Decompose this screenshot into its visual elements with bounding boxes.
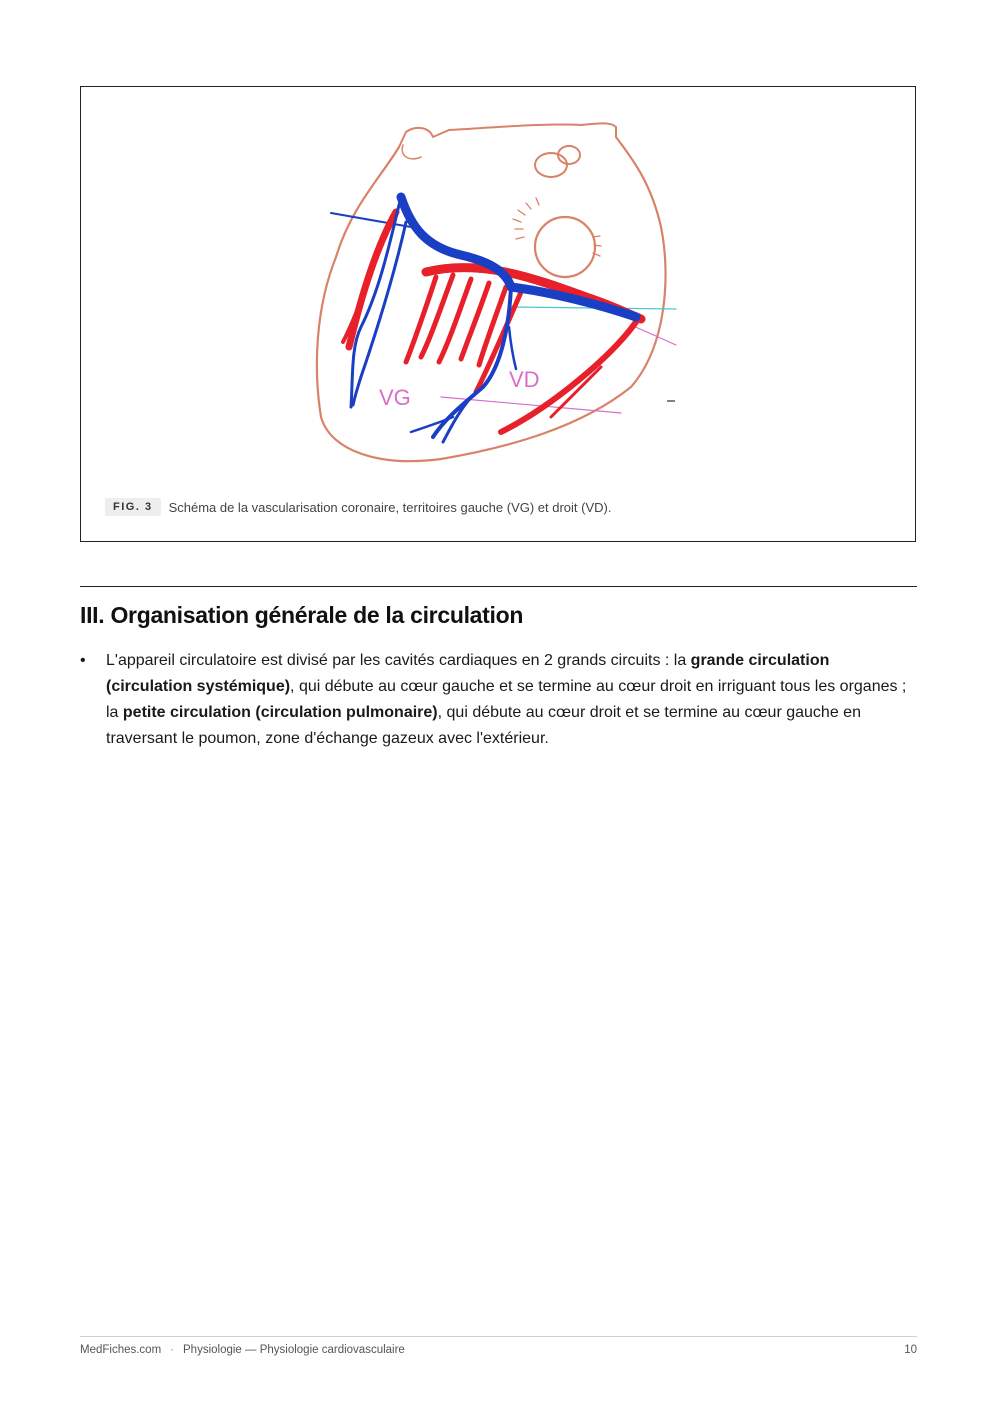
aorta-outline <box>399 123 616 147</box>
label-vd: VD <box>509 367 540 392</box>
section-divider <box>80 586 917 587</box>
section-title: III. Organisation générale de la circulation <box>80 602 524 628</box>
footer-breadcrumb: Physiologie — Physiologie cardiovasculaire <box>183 1344 405 1356</box>
bullet-bold-2: petite circulation (circulation pulmonaire) <box>122 704 438 721</box>
bullet-bold-1: grande circulation (circulation systémique) <box>106 652 830 695</box>
bullet-list <box>80 648 910 752</box>
list-item <box>80 648 910 752</box>
bullet-text-2: , qui débute au cœur gauche et se termine au cœur droit en irriguant tous les organes ; la <box>106 678 907 721</box>
vessel-ring-large <box>535 217 595 277</box>
figure-tag: FIG. 3 <box>105 498 161 516</box>
page-number: 10 <box>904 1344 917 1356</box>
vessel-ring-small-1 <box>535 153 567 177</box>
figure-frame <box>80 86 916 542</box>
figure-caption <box>105 498 611 516</box>
footer-site: MedFiches.com <box>80 1344 162 1356</box>
bullet-text-3: , qui débute au cœur droit et se termine au cœur gauche en traversant le poumon, zone d'échange gazeux avec l'extérieur. <box>106 704 861 747</box>
coronary-diagram <box>81 87 915 487</box>
footer-separator: · <box>170 1344 175 1356</box>
footer-divider <box>80 1336 917 1337</box>
page-footer <box>80 1344 917 1356</box>
pink-line-upper <box>631 325 676 345</box>
figure-caption-text: Schéma de la vascularisation coronaire, territoires gauche (VG) et droit (VD). <box>168 499 612 515</box>
bullet-text-1: L'appareil circulatoire est divisé par les cavités cardiaques en 2 grands circuits : la <box>106 652 691 669</box>
label-vg: VG <box>379 385 411 410</box>
bullet-marker: • <box>80 652 86 669</box>
left-coronary-artery <box>349 212 396 347</box>
